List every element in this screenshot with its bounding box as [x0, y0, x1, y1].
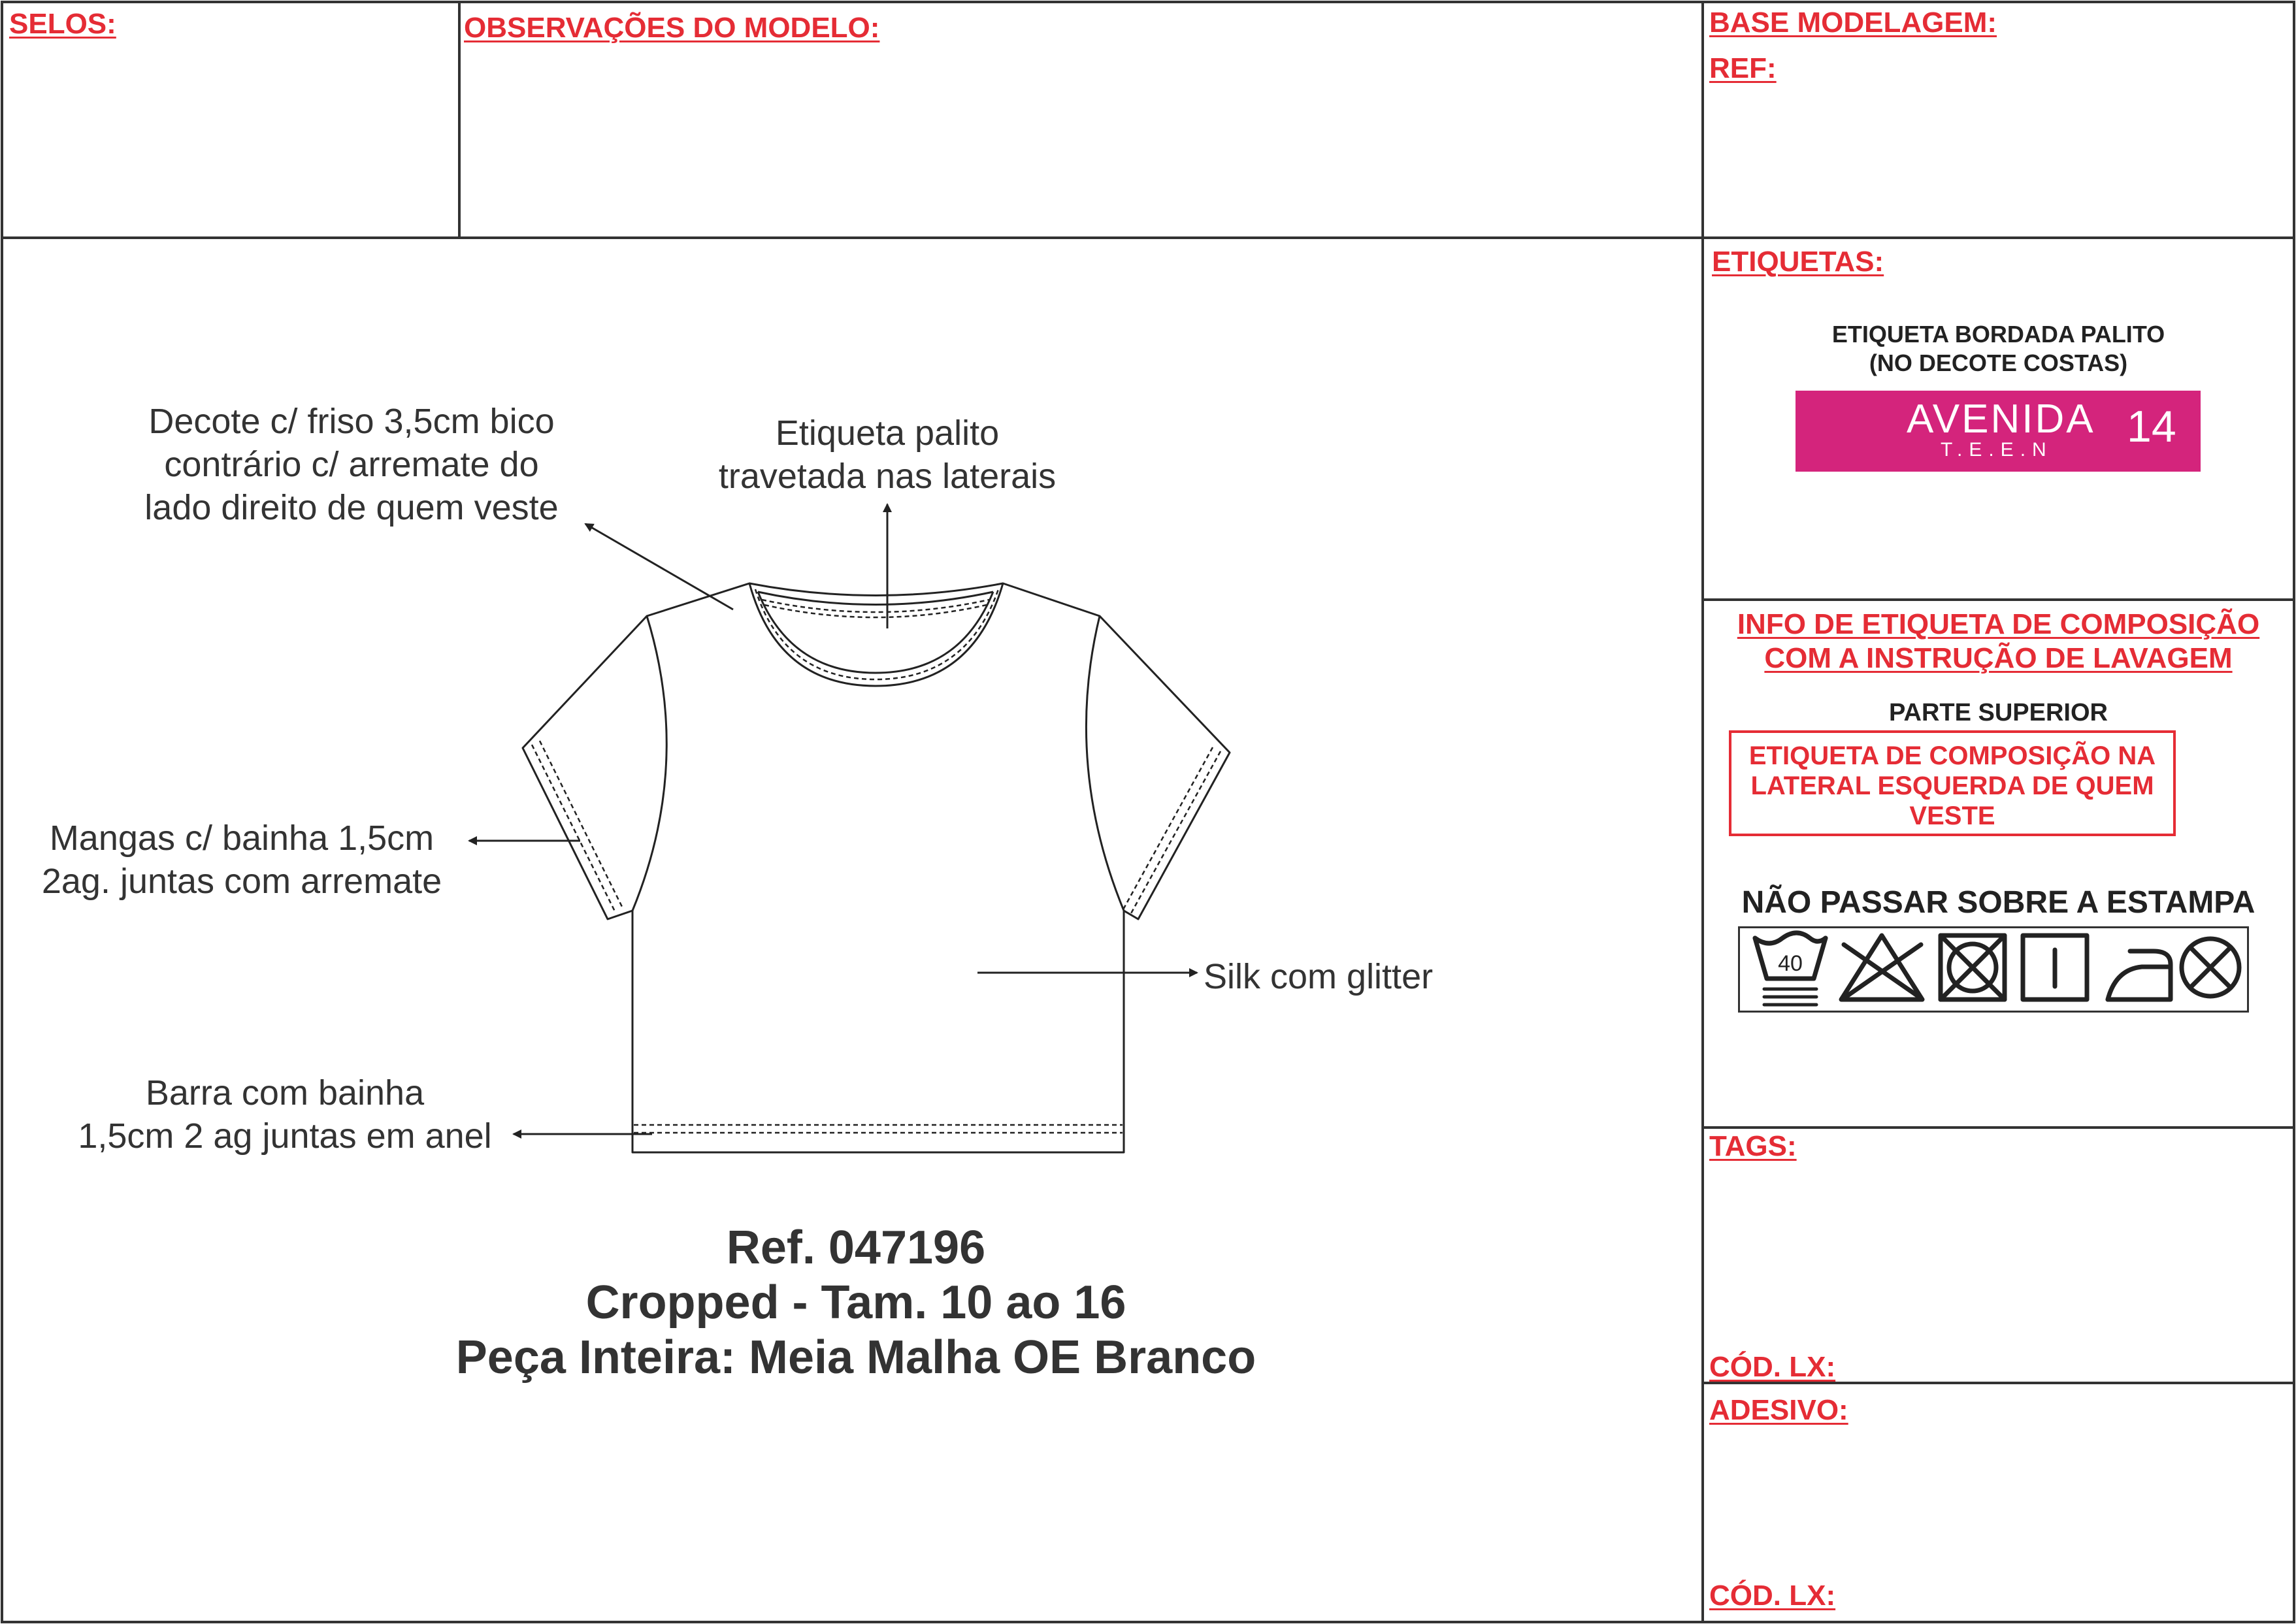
neckline-outer	[749, 583, 1003, 686]
no-dry-clean-icon	[2182, 939, 2239, 996]
base-modelagem-header: BASE MODELAGEM:	[1709, 7, 1997, 39]
product-title	[268, 1220, 1444, 1385]
label-description	[1703, 320, 2294, 378]
ref-header: REF:	[1709, 52, 1777, 84]
hem-annotation-line1: Barra com bainha	[145, 1073, 425, 1112]
product-fabric: Peça Inteira: Meia Malha OE Branco	[455, 1331, 1256, 1384]
left-armhole-seam	[632, 616, 666, 911]
tags-header: TAGS:	[1709, 1130, 1797, 1162]
product-name: Cropped - Tam. 10 ao 16	[585, 1276, 1126, 1329]
brand-label-subtitle: T.E.E.N	[1941, 439, 2053, 461]
neckline-annotation	[123, 400, 580, 529]
iron-low-icon	[2108, 951, 2171, 999]
sleeves-annotation	[13, 817, 470, 903]
right-armhole-seam	[1086, 616, 1124, 911]
adesivo-cod-lx: CÓD. LX:	[1709, 1580, 1836, 1612]
hem-annotation-line2: 1,5cm 2 ag juntas em anel	[78, 1116, 492, 1156]
brand-label-size: 14	[2127, 402, 2176, 451]
product-ref: Ref. 047196	[726, 1222, 986, 1274]
tags-cod-lx: CÓD. LX:	[1709, 1351, 1836, 1383]
line-dry-icon	[2023, 935, 2087, 999]
no-tumble-dry-icon	[1941, 935, 2005, 999]
parte-superior-label: PARTE SUPERIOR	[1888, 699, 2108, 726]
composition-header-line1: INFO DE ETIQUETA DE COMPOSIÇÃO	[1737, 608, 2260, 640]
composition-header	[1703, 608, 2294, 675]
neckline-annotation-line2: contrário c/ arremate do	[164, 445, 539, 484]
neckline-annotation-line3: lado direito de quem veste	[144, 488, 559, 527]
adesivo-header: ADESIVO:	[1709, 1394, 1848, 1426]
wash-temp-text: 40	[1778, 951, 1803, 976]
no-bleach-icon	[1841, 935, 1922, 999]
print-annotation: Silk com glitter	[1204, 957, 1434, 996]
observacoes-header: OBSERVAÇÕES DO MODELO:	[464, 12, 880, 44]
label-description-line1: ETIQUETA BORDADA PALITO	[1831, 321, 2165, 348]
label-description-line2: (NO DECOTE COSTAS)	[1869, 349, 2128, 376]
neckline-arrow	[585, 524, 733, 609]
sleeves-annotation-line2: 2ag. juntas com arremate	[41, 862, 442, 901]
composition-position-line3: VESTE	[1909, 802, 1995, 830]
label-tape-annotation	[691, 412, 1083, 498]
hem-annotation	[56, 1071, 514, 1158]
composition-header-line2: COM A INSTRUÇÃO DE LAVAGEM	[1764, 642, 2233, 674]
left-sleeve-hem-stitch-2	[540, 741, 623, 909]
sleeves-annotation-line1: Mangas c/ bainha 1,5cm	[49, 819, 435, 858]
right-sleeve-hem-stitch-1	[1130, 751, 1221, 915]
etiquetas-header: ETIQUETAS:	[1712, 246, 1884, 278]
care-symbols	[1738, 926, 2249, 1013]
tshirt-outline	[523, 583, 1230, 1152]
composition-position-line1: ETIQUETA DE COMPOSIÇÃO NA	[1748, 741, 2156, 770]
brand-label-name: AVENIDA	[1907, 397, 2095, 442]
selos-header: SELOS:	[9, 8, 116, 40]
label-tape-annotation-line1: Etiqueta palito	[775, 414, 1000, 453]
neckline-annotation-line1: Decote c/ friso 3,5cm bico	[148, 402, 555, 441]
label-tape-annotation-line2: travetada nas laterais	[718, 457, 1057, 496]
composition-position-text	[1729, 741, 2176, 831]
left-sleeve-hem-stitch-1	[532, 745, 615, 913]
print-warning: NÃO PASSAR SOBRE A ESTAMPA	[1741, 885, 2255, 920]
neckline-stitch-1	[755, 589, 998, 679]
right-sleeve-hem-stitch-2	[1123, 747, 1213, 911]
composition-position-line2: LATERAL ESQUERDA DE QUEM	[1750, 771, 2154, 800]
